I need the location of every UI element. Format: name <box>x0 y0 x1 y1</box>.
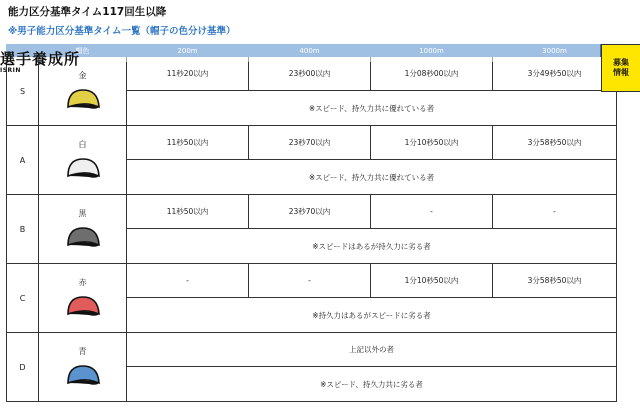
time-cell: 3分58秒50以内 <box>493 126 617 160</box>
time-cell: 1分10秒50以内 <box>371 264 493 298</box>
time-cell: - <box>249 264 371 298</box>
sticky-header-bar <box>0 44 600 62</box>
note-cell: ※持久力はあるがスピードに劣る者 <box>127 298 617 333</box>
class-cell: B <box>7 195 39 264</box>
time-cell: 11秒50以内 <box>127 195 249 229</box>
time-cell: 23秒00以内 <box>249 57 371 91</box>
note-cell: ※スピード、持久力共に優れている者 <box>127 160 617 195</box>
site-logo-subtext: ISRIN <box>0 67 21 74</box>
cap-color-label: 黒 <box>78 208 87 218</box>
cap-icon <box>63 154 103 182</box>
time-cell: 11秒20以内 <box>127 57 249 91</box>
page-title: 能力区分基準タイム117回生以降 <box>8 6 167 18</box>
time-cell: - <box>493 195 617 229</box>
note-cell: ※スピード、持久力共に劣る者 <box>127 367 617 402</box>
class-cell: A <box>7 126 39 195</box>
time-cell: 11秒50以内 <box>127 126 249 160</box>
table-row <box>7 195 617 229</box>
note-cell: ※スピード、持久力共に優れている者 <box>127 91 617 126</box>
site-logo-text[interactable]: 選手養成所 <box>0 50 81 68</box>
cap-cell <box>39 264 127 333</box>
cap-color-label: 白 <box>78 139 87 149</box>
cap-icon <box>63 223 103 251</box>
recruit-info-label-1: 募集 <box>613 58 629 67</box>
table-row <box>7 264 617 298</box>
table-subtitle: ※男子能力区分基準タイム一覧（帽子の色分け基準） <box>8 26 236 37</box>
cap-cell <box>39 195 127 264</box>
cap-icon <box>63 361 103 389</box>
class-cell: C <box>7 264 39 333</box>
table-row <box>7 126 617 160</box>
class-cell: S <box>7 57 39 126</box>
cap-cell <box>39 126 127 195</box>
table-row <box>7 333 617 367</box>
class-cell: D <box>7 333 39 402</box>
time-cell: 1分10秒50以内 <box>371 126 493 160</box>
cap-icon <box>63 292 103 320</box>
cap-color-label: 青 <box>78 346 87 356</box>
time-span-cell: 上記以外の者 <box>127 333 617 367</box>
recruit-info-label-2: 情報 <box>613 68 629 77</box>
time-cell: 3分49秒50以内 <box>493 57 617 91</box>
time-cell: 1分08秒00以内 <box>371 57 493 91</box>
cap-color-label: 赤 <box>78 277 87 287</box>
base-time-table <box>6 44 617 402</box>
recruit-info-button[interactable] <box>601 44 640 92</box>
time-cell: 3分58秒50以内 <box>493 264 617 298</box>
cap-color-label: 金 <box>78 70 87 80</box>
cap-icon <box>63 85 103 113</box>
note-cell: ※スピードはあるが持久力に劣る者 <box>127 229 617 264</box>
time-cell: 23秒70以内 <box>249 126 371 160</box>
time-cell: - <box>371 195 493 229</box>
time-cell: - <box>127 264 249 298</box>
time-cell: 23秒70以内 <box>249 195 371 229</box>
cap-cell <box>39 333 127 402</box>
